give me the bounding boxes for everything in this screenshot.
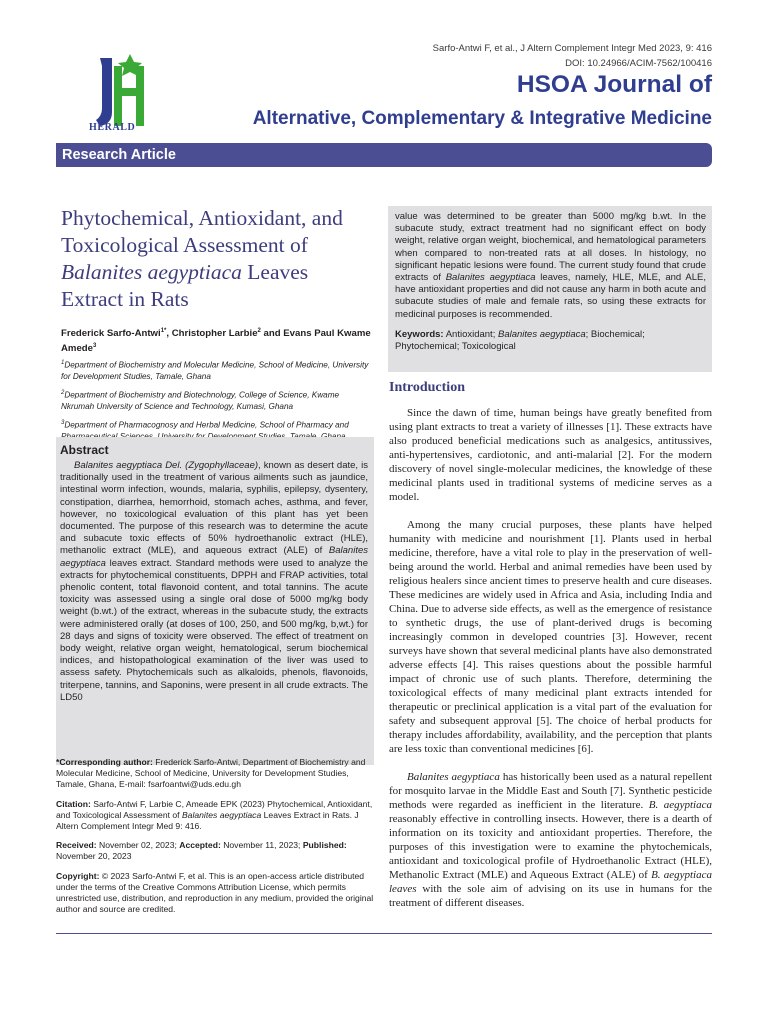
keywords-species: Balanites aegyptiaca <box>497 328 586 340</box>
abstract-text-2: leaves extract. Standard methods were used to analyze the extracts for phytochemical constituents, DPPH and FRAP activities, total phenolic content, total flavonoid content, and total tannins. The acute toxicity was assessed using a single oral dose of 5000 mg/kg body weight (b.wt.) of the extract, whereas in the subacute study, the extracts were administered orally (at doses of 100, 250, and 500 mg/kg, b,wt.) for 28 days and signs of toxicity were observed. The effect of treatment on body weight, relative organ weight, hematological, serum biochemical indices, and histopathological examination of the liver was used to assess safety. Phytochemicals such as alkaloids, phenols, flavonoids, triterpene, tannins, and Saponins, were present in all crude extracts. The LD50 <box>60 557 368 703</box>
citation-text: Sarfo-Antwi F, Larbie C, Ameade EPK (2023) Phytochemical, Antioxidant, and Toxicological Assessment of <box>56 798 373 820</box>
introduction-heading: Introduction <box>389 380 465 395</box>
intro-p3-species-3: B. aegyptiaca leaves <box>389 869 712 895</box>
author-1-sup: 1* <box>160 328 167 334</box>
affiliation-1-text: Department of Biochemistry and Molecular Medicine, School of Medicine, University for Development Studies, Tamale, Ghana <box>61 360 369 381</box>
corresponding-author <box>56 757 374 790</box>
journal-subtitle: Alternative, Complementary & Integrative Medicine <box>252 108 712 129</box>
affiliation-1 <box>61 358 371 382</box>
title-text-2: Leaves Extract in Rats <box>61 260 309 311</box>
keywords <box>395 329 706 353</box>
affiliation-3-text: Department of Pharmacognosy and Herbal Medicine, School of Pharmacy and <box>64 420 349 430</box>
abstract-body <box>60 460 368 704</box>
copyright-text: © 2023 Sarfo-Antwi F, et al. This is an open-access article distributed under the terms of the Creative Commons Attribution License, which permits unrestricted use, distribution, and reproduction in any medium, provided the original author and source are credited. <box>56 871 374 914</box>
article-footnotes <box>56 757 374 924</box>
copyright-label: Copyright: <box>56 871 100 882</box>
intro-paragraph-3 <box>389 770 712 910</box>
title-text-1: Phytochemical, Antioxidant, and Toxicological Assessment of <box>61 206 343 257</box>
author-list <box>61 325 371 355</box>
intro-p3-text-c: with the sole aim of advising on its use in humans for the treatment of different diseases. <box>389 883 712 909</box>
abstract-species-lead: Balanites aegyptiaca Del. (Zygophyllaceae) <box>74 460 259 471</box>
abstract-cont-text-2: leaves, namely, HLE, MLE, and ALE, have antioxidant properties and did not cause any harm in both acute and subacute studies of male and female rats, so using these extracts for medicinal purposes is recommended. <box>395 272 707 320</box>
affiliation-3-sup: 3 <box>61 420 65 426</box>
article-type-label: Research Article <box>62 147 176 163</box>
intro-p3-text-b: reasonably effective in controlling insects. However, there is a dearth of information on its toxicity and antioxidant properties. Therefore, the purposes of this investigation were to examine the phytochemicals, antioxidant and toxicological profile of Hydroethanolic Extract (HLE), Methanolic Extract (MLE) and Aqueous Extract (ALE) of <box>389 813 712 881</box>
author-3-sup: 3 <box>93 343 97 350</box>
keywords-text-a: Antioxidant; <box>443 328 498 340</box>
intro-paragraph-2: Among the many crucial purposes, these plants have helped humanity with medicine and nourishment [1]. Plants used in herbal medicine, therefore, have a vital role to play in the preservation of well-being around the world. Herbal and animal remedies have been used by religious healers since ancient times to preserve health and cure diseases. These medicines are widely used in Africa and Asia, including India and China. Due to adverse side effects, as well as the emergence of resistance to synthetic drugs, the use of plant-derived drugs is becoming increasingly common in developed countries [3]. However, recent surveys have shown that several medicinal plants have also demonstrated adverse effects [4]. This raises questions about the possible harmful impact of chronic use of such plants. Therefore, determining the toxicological effects of many medicinal plant extracts intended for therapeutic or preclinical application is a vital part of the evaluation for safety and subsequent approval [5]. The choice of herbal products for therapy includes affordability, availability, and the perception that plants are less toxic than conventional medicines [6]. <box>389 519 712 755</box>
intro-p3-text-a: has historically been used as a natural repellent for mosquito larvae in the Middle East and South [7]. Synthetic pesticide methods were regarded as inefficient in the literature. <box>389 771 712 811</box>
journal-name: HSOA Journal of <box>516 71 712 98</box>
abstract-continuation-box <box>388 206 712 372</box>
keywords-label: Keywords: <box>395 328 444 340</box>
author-2: , Christopher Larbie <box>166 328 258 340</box>
affiliation-2-text: Department of Biochemistry and Biotechnology, College of Science, Kwame Nkrumah University of Science and Technology, Kumasi, Ghana <box>61 390 340 411</box>
abstract-continuation <box>395 211 706 321</box>
article-type-banner <box>56 143 712 167</box>
published-label: Published: <box>302 840 347 851</box>
author-2-sup: 2 <box>257 328 261 334</box>
intro-paragraph-1: Since the dawn of time, human beings have greatly benefited from using plant extracts to treat a variety of illnesses [1]. These extracts have also produced beneficial medications such as analgesics, antitussives, anti-hypertensives, cardiotonic, and anti-malarial [2]. For the modern discovery of novel single-molecular medicines, the knowledge of these medicinal plants used in traditional systems of medicine serves as a model. <box>389 407 712 503</box>
logo-wordmark: HERALD <box>89 122 136 133</box>
received-date: November 02, 2023; <box>96 840 180 851</box>
header-citation: Sarfo-Antwi F, et al., J Altern Complement Integr Med 2023, 9: 416 <box>432 43 712 54</box>
article-title <box>61 205 361 313</box>
citation-species: Balanites aegyptiaca <box>181 809 262 820</box>
accepted-date: November 11, 2023; <box>220 840 303 851</box>
citation-note <box>56 799 374 832</box>
keywords-text-b: ; Biochemical; Phytochemical; Toxicological <box>395 328 645 353</box>
introduction-body <box>389 406 712 924</box>
accepted-label: Accepted: <box>179 840 221 851</box>
corr-text: Frederick Sarfo-Antwi, Department of Biochemistry and Molecular Medicine, School of Medicine, University for Development Studies, Tamale, Ghana, E-mail: fsarfoantwi@uds.edu.gh <box>56 757 366 789</box>
running-header <box>433 41 712 71</box>
citation-label: Citation: <box>56 798 91 809</box>
citation-text-2: Leaves Extract in Rats. J Altern Complement Integr Med 9: 416. <box>56 809 359 831</box>
abstract-box <box>56 437 374 765</box>
intro-p3-species: Balanites aegyptiaca <box>407 771 500 783</box>
intro-p3-species-2: B. aegyptiaca <box>648 799 712 811</box>
published-date: November 20, 2023 <box>56 851 132 862</box>
title-species: Balanites aegyptiaca <box>61 260 242 284</box>
abstract-species-2: Balanites aegyptiaca <box>60 545 368 569</box>
received-label: Received: <box>56 840 97 851</box>
page-bottom-rule <box>56 933 712 934</box>
abstract-cont-species: Balanites aegyptiaca <box>445 272 536 284</box>
abstract-heading: Abstract <box>60 443 109 457</box>
header-doi[interactable]: DOI: 10.24966/ACIM-7562/100416 <box>565 58 712 69</box>
author-1: Frederick Sarfo-Antwi <box>61 328 161 340</box>
affiliation-2 <box>61 388 371 412</box>
abstract-cont-text-1: value was determined to be greater than 5000 mg/kg b.wt. In the subacute study, extract treatment had no significant effect on body weight, relative organ weight, biochemical, and hematological parameters when compared to non-treated rats at all doses. In histology, no significant hepatic lesions were found. The current study found that crude extracts of <box>395 211 706 284</box>
copyright-note <box>56 871 374 915</box>
corr-label: *Corresponding author: <box>56 757 153 767</box>
affiliation-1-sup: 1 <box>61 360 65 366</box>
abstract-text-1: , known as desert date, is traditionally used in the treatment of various ailments such as jaundice, intestinal worm infection, wounds, malaria, syphilis, epilepsy, dysentery, constipation, diarrhea, hemorrhoid, stomach aches, asthma, and fever, however, no toxicological evaluation of this plant has yet been documented. The purpose of this research was to determine the acute and subacute toxic effects of 50% hydroethanolic extract (HLE), methanolic extract (MLE), and aqueous extract (ALE) of <box>60 460 368 557</box>
affiliation-2-sup: 2 <box>61 390 65 396</box>
dates-note <box>56 840 374 862</box>
author-3: and Evans Paul Kwame Amede <box>61 328 371 355</box>
